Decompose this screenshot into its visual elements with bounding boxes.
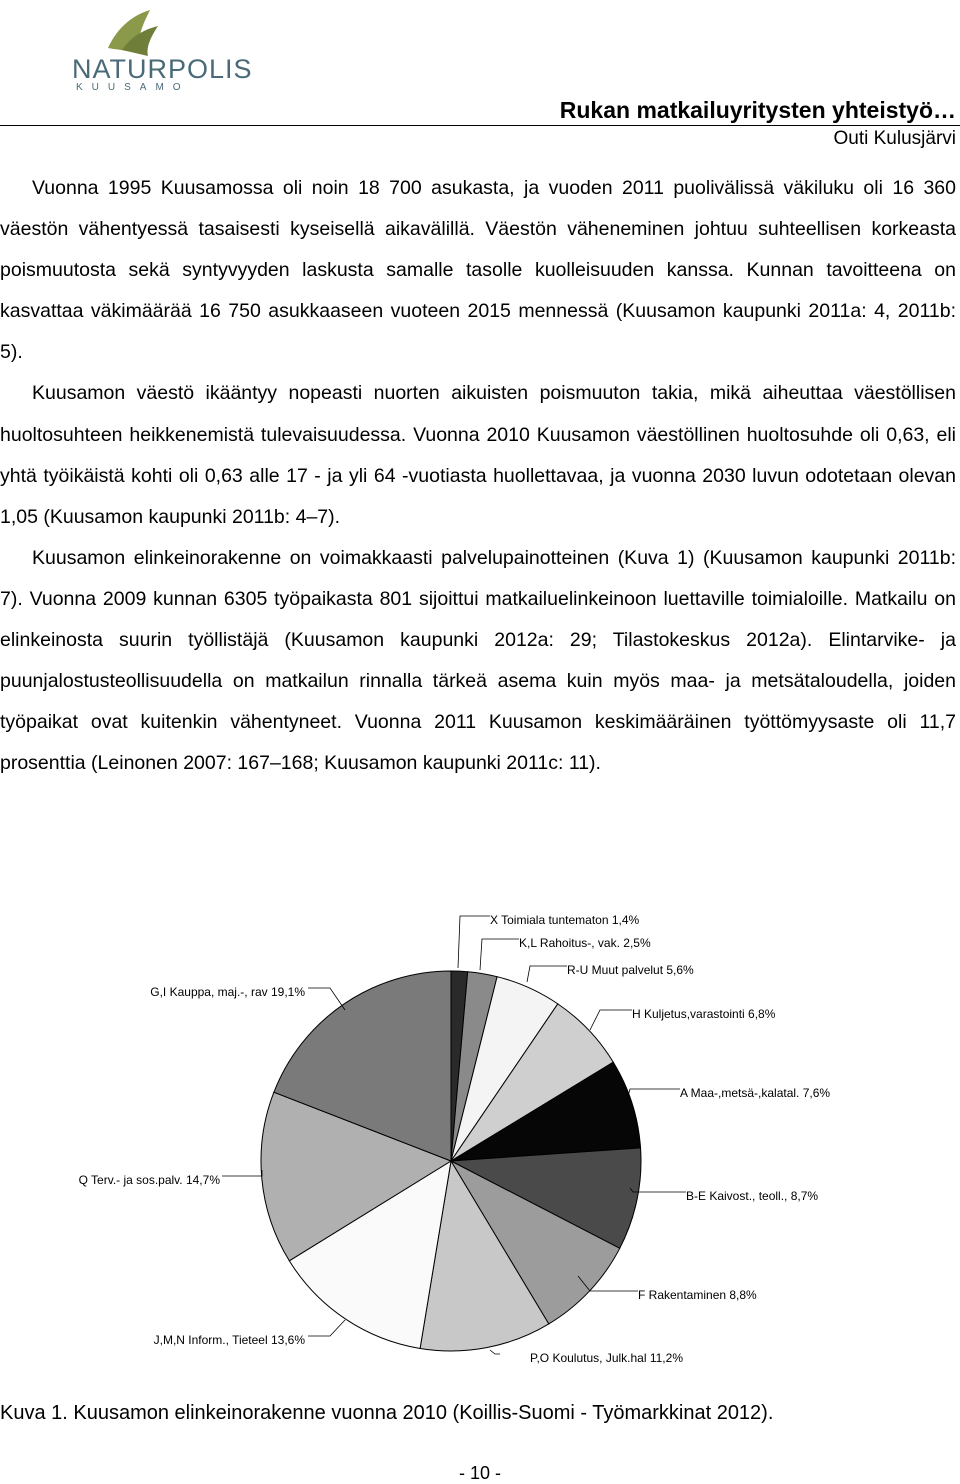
figure-caption: Kuva 1. Kuusamon elinkeinorakenne vuonna 2010 (Koillis-Suomi - Työmarkkinat 2012). [0,1402,774,1424]
paragraph-population: Vuonna 1995 Kuusamossa oli noin 18 700 asukasta, ja vuoden 2011 puolivälissä väkiluku oli 16 360 väestön vähentyessä tasaisesti kyseisellä aikavälillä. Väestön väheneminen johtuu suhteellisen korkeasta poismuutosta sekä syntyvyyden laskusta samalle tasolle kuolleisuuden kanssa. Kunnan tavoitteena on kasvattaa väkimäärää 16 750 asukkaaseen vuoteen 2015 mennessä (Kuusamon kaupunki 2011a: 4, 2011b: 5). [0,177,956,364]
paragraph-aging: Kuusamon väestö ikääntyy nopeasti nuorten aikuisten poismuuton takia, mikä aiheuttaa väestöllisen huoltosuhteen heikkenemistä tulevaisuudessa. Vuonna 2010 Kuusamon väestöllinen huoltosuhde oli 0,63, eli yhtä työikäistä kohti oli 0,63 alle 17 - ja yli 64 -vuotiasta huollettavaa, ja vuonna 2030 luvun odotetaan olevan 1,05 (Kuusamon kaupunki 2011b: 4‒7). [0,382,956,528]
slice-label: X Toimiala tuntematon 1,4% [490,913,640,927]
leader-line [458,916,490,968]
slice-label: H Kuljetus,varastointi 6,8% [632,1007,776,1021]
page-number: - 10 - [458,1463,501,1483]
slice-label: K,L Rahoitus-, vak. 2,5% [519,936,651,950]
leader-line [590,1010,632,1030]
slice-label: F Rakentaminen 8,8% [638,1288,757,1302]
slice-label: G,I Kauppa, maj.-, rav 19,1% [150,985,305,999]
slice-label: Q Terv.- ja sos.palv. 14,7% [78,1173,220,1187]
slice-label: A Maa-,metsä-,kalatal. 7,6% [680,1086,831,1100]
slice-label: P,O Koulutus, Julk.hal 11,2% [530,1351,683,1365]
slice-label: B-E Kaivost., teoll., 8,7% [686,1189,819,1203]
paragraph-economy: Kuusamon elinkeinorakenne on voimakkaasti palvelupainotteinen (Kuva 1) (Kuusamon kaupunki 2011b: 7). Vuonna 2009 kunnan 6305 työpaikasta 801 sijoittui matkailuelinkeinoon luettaville toimialoille. Matkailu on elinkeinosta suurin työllistäjä (Kuusamon kaupunki 2012a: 29; Tilastokeskus 2012a). Elintarvike- ja puunjalostusteollisuudella on matkailun rinnalla tärkeä asema kuin myös maa- ja metsätaloudella, joiden työpaikat ovat kuitenkin vähentyneet. Vuonna 2011 Kuusamon keskimääräinen työttömyysaste oli 11,7 prosenttia (Leinonen 2007: 167‒168; Kuusamon kaupunki 2011c: 11). [0,546,956,775]
leader-line [628,1089,680,1096]
logo-name: NATURPOLIS [72,54,253,84]
leader-line [527,966,567,982]
header-title: Rukan matkailuyritysten yhteistyö… [559,97,956,123]
header-divider [0,125,960,126]
industry-pie-chart [0,900,960,1390]
leader-line [490,1350,500,1354]
leader-line [222,1170,262,1176]
slice-label: R-U Muut palvelut 5,6% [567,963,694,977]
logo-sub: KUUSAMO [76,82,190,93]
leader-line [308,1320,345,1336]
slice-label: J,M,N Inform., Tieteel 13,6% [153,1333,305,1347]
header-author: Outi Kulusjärvi [833,128,956,149]
leader-line [480,939,519,970]
body-text [0,168,956,784]
